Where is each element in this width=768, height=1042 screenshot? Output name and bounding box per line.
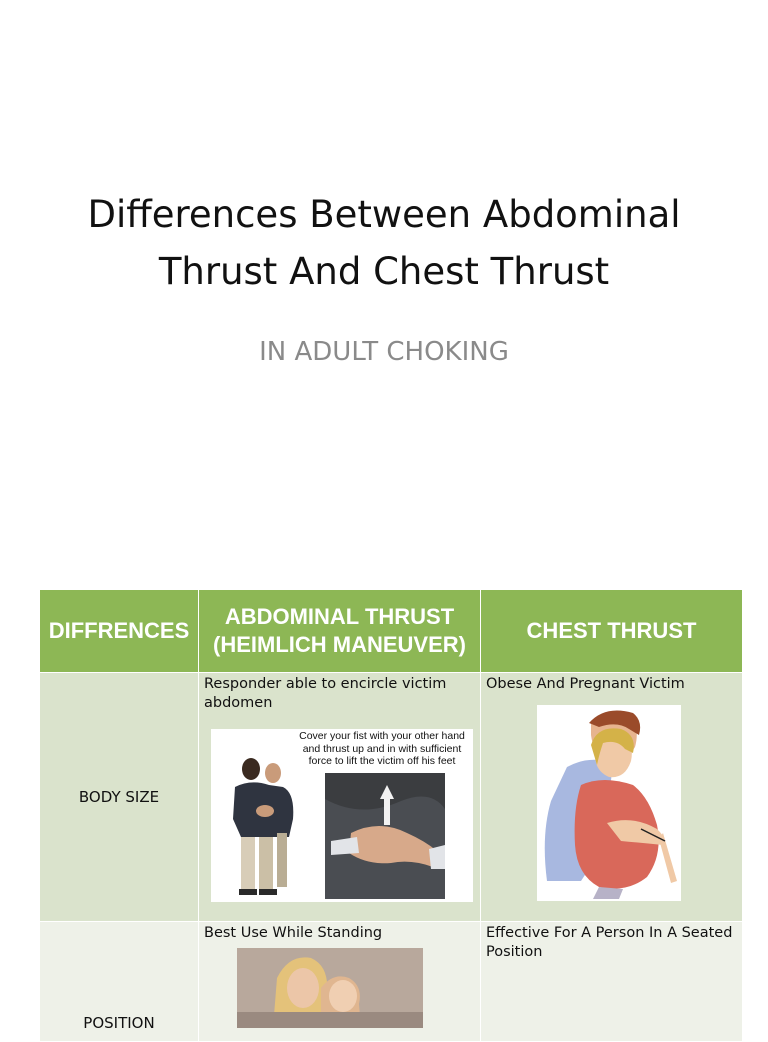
chest-thrust-figure [537,705,681,901]
caption-line2: and thrust up and in with sufficient [302,742,462,755]
caption-line1: Cover your fist with your other hand [299,730,465,742]
slide-title-line2: Thrust And Chest Thrust [158,250,610,293]
standing-photo-figure [237,948,423,1028]
chest-body-size-text: Obese And Pregnant Victim [486,676,685,692]
table-row-body-size [40,673,743,922]
standing-photo [237,948,423,1028]
cell-abdominal-body-size [199,673,481,922]
abdominal-position-text: Best Use While Standing [204,925,383,941]
slide-title-line1: Differences Between Abdominal [87,193,681,236]
header-abdominal-line1: ABDOMINAL THRUST [224,604,455,629]
chest-thrust-illustration [537,705,681,901]
table-header-row [40,590,743,673]
slide-title [40,186,728,300]
header-chest-thrust: CHEST THRUST [481,590,743,673]
caption-line3: force to lift the victim off his feet [308,755,456,767]
cell-chest-body-size [481,673,743,922]
header-differences: DIFFRENCES [40,590,199,673]
row-label-body-size: BODY SIZE [40,673,199,922]
slide-subtitle: IN ADULT CHOKING [259,337,509,367]
header-abdominal-thrust [199,590,481,673]
abdominal-body-size-text: Responder able to encircle victim abdomen [204,676,447,711]
abdominal-image-caption [283,730,481,768]
comparison-table [39,589,743,1042]
row-label-position-text: POSITION [83,1014,155,1032]
header-abdominal-line2: (HEIMLICH MANEUVER) [213,632,466,657]
chest-position-text: Effective For A Person In A Seated Position [486,925,733,960]
abdominal-thrust-illustration [211,729,473,902]
